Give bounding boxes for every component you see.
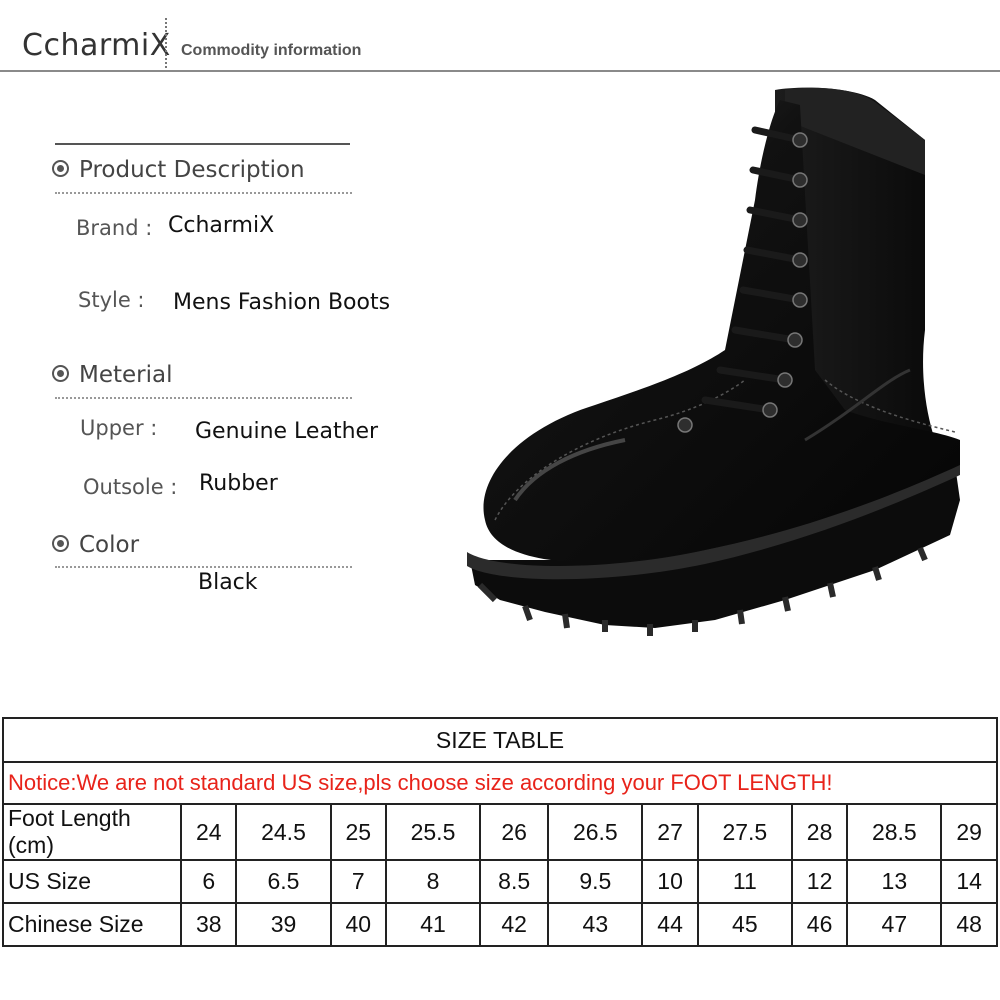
table-cell: 9.5 (548, 860, 642, 903)
product-description-heading (52, 157, 305, 183)
table-cell: 29 (941, 804, 997, 860)
table-cell: 27 (642, 804, 697, 860)
outsole-value: Rubber (199, 471, 278, 496)
table-cell: 27.5 (698, 804, 792, 860)
dotted-rule (55, 566, 352, 568)
size-table (2, 717, 998, 947)
outsole-label: Outsole : (83, 475, 178, 499)
dotted-rule (55, 397, 352, 399)
table-cell: 6 (181, 860, 236, 903)
material-heading (52, 362, 173, 388)
bullet-icon (52, 535, 69, 552)
table-cell: 40 (331, 903, 386, 946)
table-cell: 24 (181, 804, 236, 860)
table-cell: 26 (480, 804, 548, 860)
product-description-title: Product Description (79, 157, 305, 183)
table-cell: 42 (480, 903, 548, 946)
table-cell: 8 (386, 860, 480, 903)
color-heading (52, 532, 139, 558)
table-cell: 28 (792, 804, 847, 860)
upper-label: Upper : (80, 416, 158, 440)
style-value: Mens Fashion Boots (173, 290, 391, 315)
table-row-foot-length (3, 804, 997, 860)
table-cell: 11 (698, 860, 792, 903)
size-table-title: SIZE TABLE (3, 718, 997, 762)
header-subtitle: Commodity information (181, 42, 362, 59)
table-cell: 14 (941, 860, 997, 903)
section-top-rule (55, 143, 350, 145)
material-title: Meterial (79, 362, 173, 388)
bullet-icon (52, 160, 69, 177)
row-header: Chinese Size (3, 903, 181, 946)
bullet-icon (52, 365, 69, 382)
boot-product-image (455, 80, 975, 640)
table-row-us-size (3, 860, 997, 903)
table-cell: 46 (792, 903, 847, 946)
upper-value: Genuine Leather (195, 419, 379, 444)
table-cell: 28.5 (847, 804, 941, 860)
table-cell: 24.5 (236, 804, 330, 860)
table-cell: 43 (548, 903, 642, 946)
brand-label: Brand : (76, 216, 153, 240)
row-header: Foot Length (cm) (3, 804, 181, 860)
table-cell: 39 (236, 903, 330, 946)
table-cell: 38 (181, 903, 236, 946)
table-cell: 47 (847, 903, 941, 946)
brand-value: CcharmiX (168, 213, 275, 238)
table-cell: 13 (847, 860, 941, 903)
header-rule (0, 70, 1000, 72)
color-title: Color (79, 532, 140, 558)
table-cell: 44 (642, 903, 697, 946)
row-header: US Size (3, 860, 181, 903)
dotted-rule (55, 192, 352, 194)
table-cell: 25 (331, 804, 386, 860)
table-cell: 41 (386, 903, 480, 946)
color-value: Black (198, 570, 258, 595)
table-cell: 8.5 (480, 860, 548, 903)
table-cell: 6.5 (236, 860, 330, 903)
table-row-chinese-size (3, 903, 997, 946)
table-cell: 48 (941, 903, 997, 946)
table-cell: 7 (331, 860, 386, 903)
table-cell: 12 (792, 860, 847, 903)
table-cell: 45 (698, 903, 792, 946)
header-divider (165, 18, 167, 68)
table-cell: 25.5 (386, 804, 480, 860)
table-cell: 26.5 (548, 804, 642, 860)
style-label: Style : (78, 288, 145, 312)
table-cell: 10 (642, 860, 697, 903)
brand-logo: CcharmiX (22, 28, 171, 63)
size-notice: Notice:We are not standard US size,pls choose size according your FOOT LENGTH! (3, 762, 997, 804)
